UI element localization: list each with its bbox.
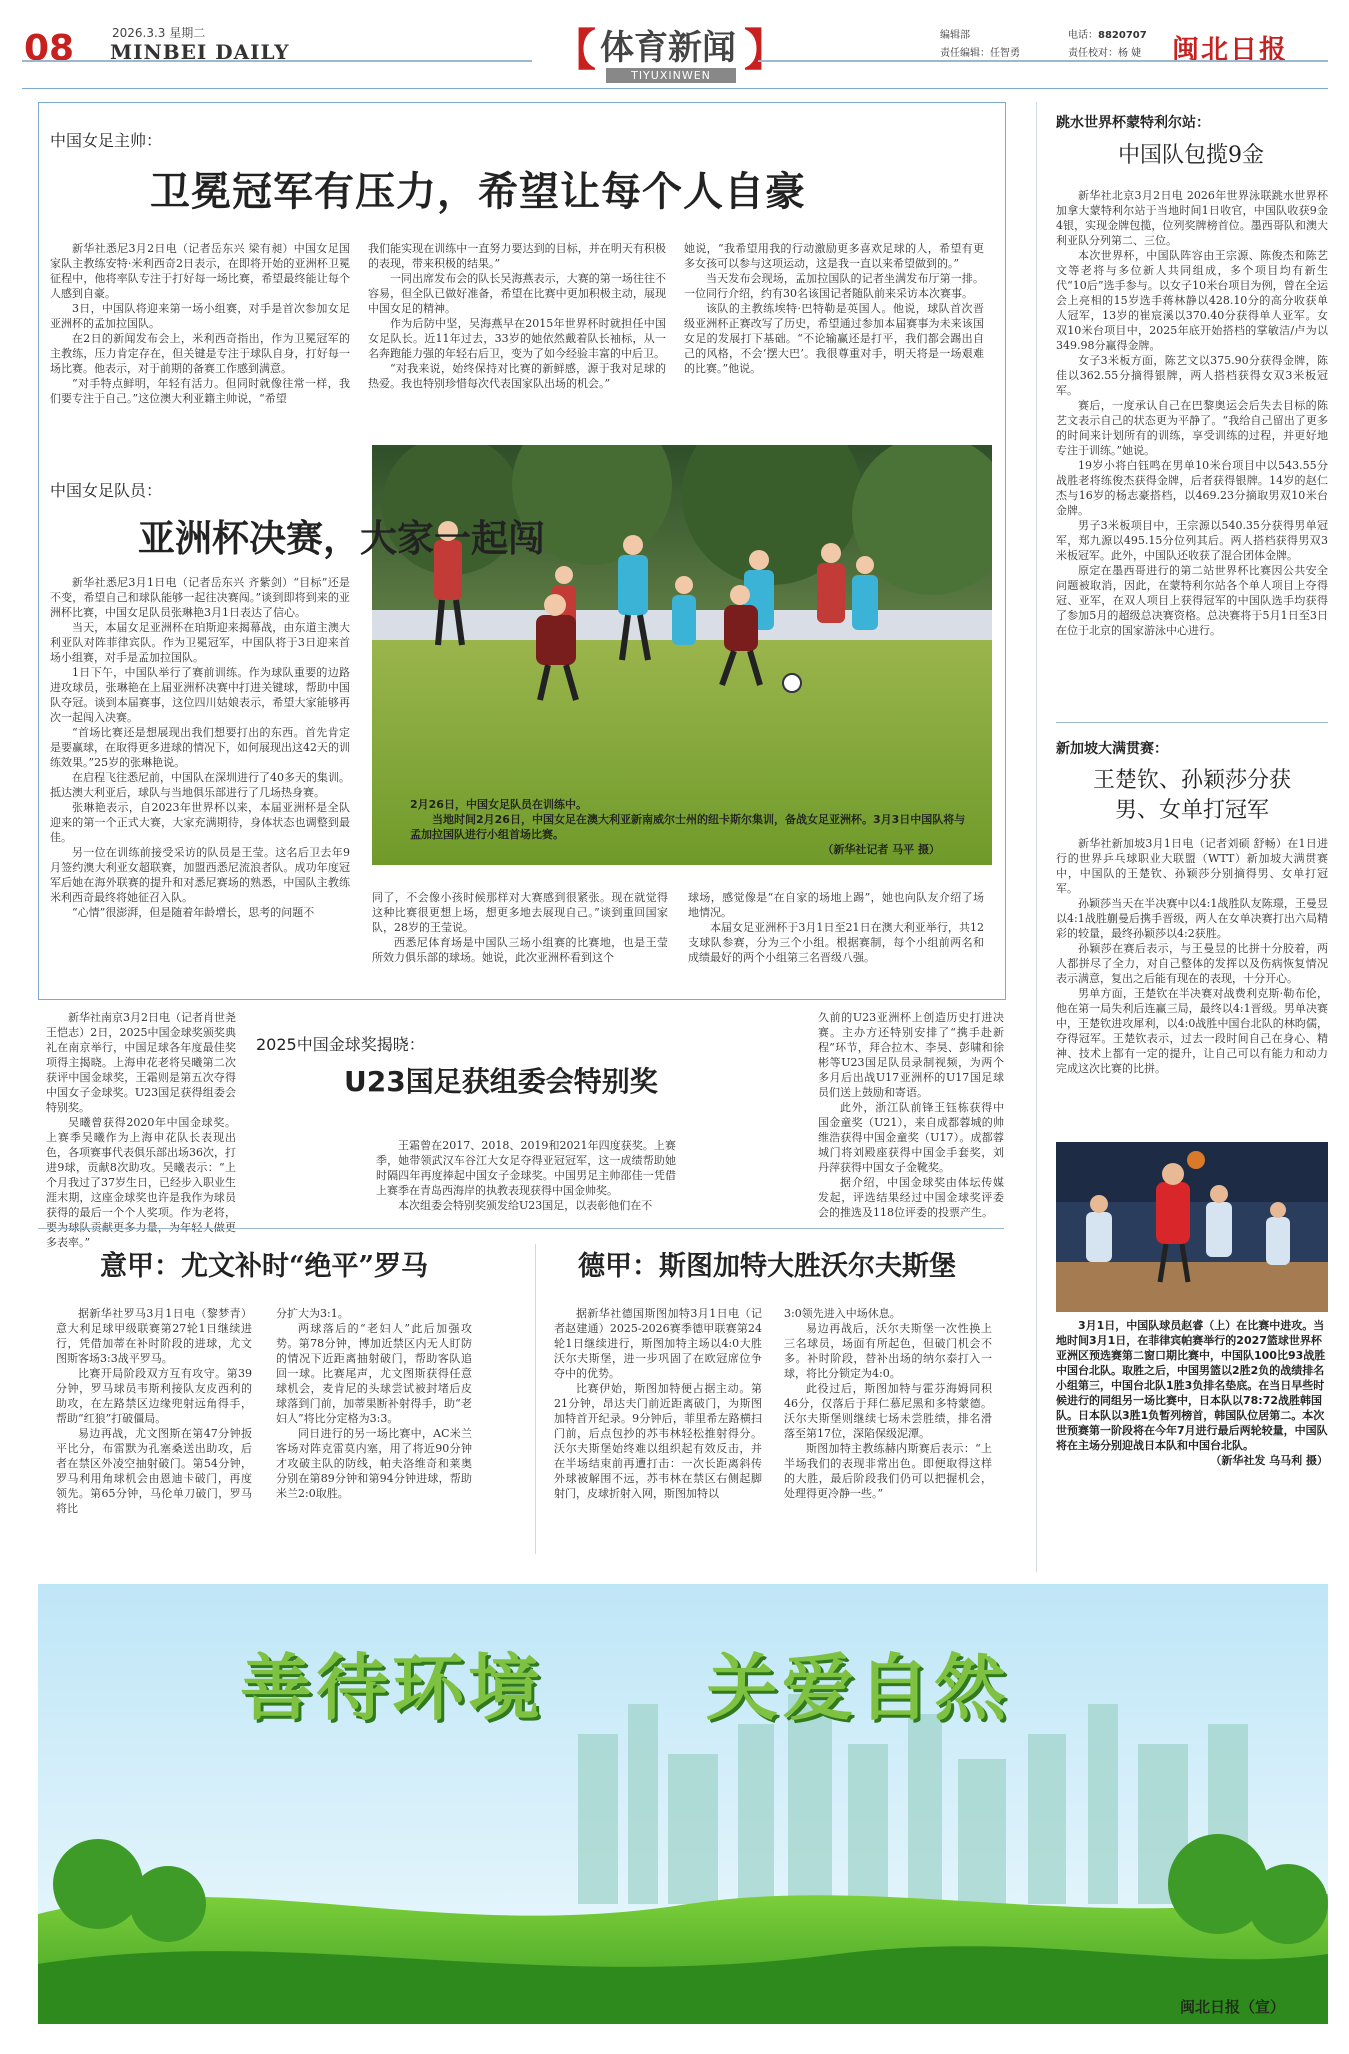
header-divider	[22, 88, 1328, 89]
right-divider	[1056, 722, 1328, 723]
article2-col2: 同了，不会像小孩时候那样对大赛感到很紧张。现在就觉得这种比赛很更想上场，想更多地去展现自己。”谈到重回国家队，28岁的王莹说。 西悉尼体育场是中国队三场小组赛的比赛地，也是王莹所效力俱乐部的球场。她说，此次亚洲杯看到这个	[372, 891, 668, 964]
right-column-divider	[1036, 102, 1037, 1572]
article3-col3: 久前的U23亚洲杯上创造历史打进决赛。主办方还特别安排了“携手赴新程”环节，拜合拉木、李昊、彭啸和徐彬等U23国足队员录制视频，为两个多月后出战U17亚洲杯的U17国足球员们送上鼓励和寄语。 此外，浙江队前锋王钰栋获得中国金童奖（U21），来自成都蓉城的帅维浩获得中国金童奖（U17）。成都蓉城门将刘殿座获得中国金手套奖，刘丹萍获得中国女子金靴奖。 据介绍，中国金球奖由体坛传媒发起，评选结果经过中国金球奖评委会的推选及118位评委的投票产生。	[818, 1011, 1004, 1219]
right1-body: 新华社北京3月2日电 2026年世界泳联跳水世界杯加拿大蒙特利尔站于当地时间1日收官，中国队收获9金4银，实现金牌包揽，位列奖牌榜首位。墨西哥队和澳大利亚队分列第二、三位。 本次世界杯，中国队阵容由王宗源、陈俊杰和陈艺文等老将与多位新人共同组成，多个项目均有新生代“10后”选手参与。以女子10米台项目为例，曾在全运会上亮相的15岁选手蒋林静以428.10分的高分收获单人冠军，13岁的崔宸溪以370.40分获得单人亚军。女双10米台项目中，2025年底开始搭档的掌敏洁/卢为以349.98分赢得金牌。 女子3米板方面，陈艺文以375.90分获得金牌，陈佳以362.55分摘得银牌，两人搭档获得女双3米板冠军。 赛后，一度承认自己在巴黎奥运会后失去目标的陈艺文表示自己的状态更为平静了。“我给自己留出了更多的时间来计划所有的训练，享受训练的过程，并更好地专注于训练。”她说。 19岁小将白钰鸣在男单10米台项目中以543.55分战胜老将练俊杰获得金牌，后者获得银牌。14岁的赵仁杰与16岁的杨志豪搭档，以469.23分摘取男双10米台金牌。 男子3米板项目中，王宗源以540.35分获得男单冠军，郑九源以495.15分位列其后。两人搭档获得男双3米板冠军。此外，中国队还收获了混合团体金牌。 原定在墨西哥进行的第二站世界杯比赛因公共安全问题被取消，因此，在蒙特利尔站各个单人项目上夺得冠、亚军，在双人项目上获得冠军的中国队选手均获得了参加5月的超级总决赛资格。总决赛将于5月1日至3日在位于北京的国家游泳中心进行。	[1056, 189, 1328, 637]
proofreader: 责任校对：杨 婕	[1068, 48, 1142, 59]
right1-kicker: 跳水世界杯蒙特利尔站：	[1056, 115, 1210, 131]
editor-in-charge: 责任编辑：任智勇	[940, 48, 1020, 59]
article2-col3: 球场，感觉像是“在自家的场地上踢”，她也向队友介绍了场地情况。 本届女足亚洲杯于3月1日至21日在澳大利亚举行，共12支球队参赛，分为三个小组。根据赛制，每个小组前两名和成绩最好的两个小组第三名晋级八强。	[688, 891, 984, 964]
basketball-photo-caption: 3月1日，中国队球员赵睿（上）在比赛中进攻。当地时间3月1日，在菲律宾帕赛举行的2027篮球世界杯亚洲区预选赛第二窗口期比赛中，中国队100比93战胜中国台北队。取胜之后，中国男篮以2胜2负的战绩排名小组第三，中国台北队1胜3负排名垫底。在当日早些时候进行的同组另一场比赛中，日本队以78:72战胜韩国队。日本队以3胜1负暂列榜首，韩国队位居第二。本次世预赛第一阶段将在今年7月进行最后两轮较量，中国队将在主场分别迎战日本队和中国台北队。 （新华社发 乌马利 摄）	[1056, 1319, 1328, 1467]
banner-slogan-1: 善待环境	[240, 1645, 545, 1730]
banner-credit: 闽北日报（宣）	[1180, 1998, 1286, 2016]
left-bracket-icon: 【	[552, 25, 596, 76]
article4-title: 意甲：尤文补时“绝平”罗马	[100, 1251, 429, 1282]
article1-kicker: 中国女足主帅：	[50, 131, 163, 150]
article3-title: U23国足获组委会特别奖	[344, 1065, 658, 1098]
article2-kicker: 中国女足队员：	[50, 481, 163, 500]
article4-col1: 据新华社罗马3月1日电（黎梦青）意大利足球甲级联赛第27轮1日继续进行，凭借加蒂在补时阶段的进球，尤文图斯客场3:3战平罗马。 比赛开局阶段双方互有攻守。第39分钟，罗马球员韦斯利接队友皮西利的助攻，在左路禁区边缘兜射远角得手，帮助“红狼”打破僵局。 易边再战，尤文图斯在第47分钟扳平比分，布雷默为孔塞桑送出助攻，后者在禁区外凌空抽射破门。第54分钟，罗马利用角球机会由恩迪卡破门，再度领先。第65分钟，马伦单刀破门，罗马将比	[56, 1307, 252, 1515]
environment-banner	[38, 1584, 1328, 2024]
right2-title: 王楚钦、孙颖莎分获 男、女单打冠军	[1092, 768, 1291, 823]
article5-col2: 3:0领先进入中场休息。 易边再战后，沃尔夫斯堡一次性换上三名球员，场面有所起色，但破门机会不多。补时阶段，替补出场的纳尔泰打入一球，将比分锁定为4:0。 此役过后，斯图加特与霍芬海姆同积46分，仅落后于拜仁慕尼黑和多特蒙德。沃尔夫斯堡则继续七场未尝胜绩，排名滑落至第17位，深陷保级泥潭。 斯图加特主教练赫内斯赛后表示：“上半场我们的表现非常出色。即便取得这样的大胜，最后阶段我们仍可以把握机会，处理得更冷静一些。”	[784, 1307, 992, 1500]
basketball-photo	[1056, 1142, 1328, 1312]
article1-col3: 她说，“我希望用我的行动激励更多喜欢足球的人，希望有更多女孩可以参与这项运动，这是我一直以来希望做到的。” 当天发布会现场，孟加拉国队的记者坐满发布厅第一排。一位同行介绍，约有30名该国记者随队前来采访本次赛事。 该队的主教练埃特·巴特勒是英国人。他说，球队首次晋级亚洲杯正赛改写了历史，希望通过参加本届赛事为未来该国女足的发展打下基础。“不论输赢还是打平，我们都会踢出自己的风格，不会‘摆大巴’。我很尊重对手，明天将是一场艰难的比赛。”他说。	[684, 242, 984, 375]
article1-col2: 我们能实现在训练中一直努力要达到的目标，并在明天有积极的表现，带来积极的结果。” 一同出席发布会的队长吴海燕表示，大赛的第一场往往不容易，但全队已做好准备，希望在比赛中更加积极主动，展现中国女足的精神。 作为后防中坚，吴海燕早在2015年世界杯时就担任中国女足队长。近11年过去，33岁的她依然戴着队长袖标，从一名奔跑能力强的年轻右后卫，变为了如今经验丰富的中后卫。 “对我来说，始终保持对比赛的新鲜感，源于我对足球的热爱。我也特别珍惜每次代表国家队出场的机会。”	[368, 242, 666, 390]
page-number: 08	[24, 28, 75, 69]
training-photo-caption: 2月26日，中国女足队员在训练中。 当地时间2月26日，中国女足在澳大利亚新南威尔士州的纽卡斯尔集训，备战女足亚洲杯。3月3日中国队将与孟加拉国队进行小组首场比赛。 （新华社记者 马平 摄）	[410, 798, 966, 856]
article1-col1: 新华社悉尼3月2日电（记者岳东兴 梁有昶）中国女足国家队主教练安特·米利西奇2日表示，在即将开始的亚洲杯卫冕征程中，他将率队专注于打好每一场比赛，希望最终能让每个人感到自豪。 3日，中国队将迎来第一场小组赛，对手是首次参加女足亚洲杯的孟加拉国队。 在2日的新闻发布会上，米利西奇指出，作为卫冕冠军的主教练，压力肯定存在，但关键是专注于球队自身，打好每一场比赛。他表示，对于前期的备赛工作感到满意。 “对手特点鲜明，年轻有活力。但同时就像往常一样，我们要专注于自己。”这位澳大利亚籍主帅说，“希望	[50, 242, 350, 405]
article2-col1: 新华社悉尼3月1日电（记者岳东兴 齐紫剑）“目标”还是不变，希望自己和球队能够一起往决赛闯。”谈到即将到来的亚洲杯比赛，中国女足队员张琳艳3月1日表达了信心。 当天，本届女足亚洲杯在珀斯迎来揭幕战，由东道主澳大利亚队对阵菲律宾队。作为卫冕冠军，中国队将于3日迎来首场小组赛，对手是孟加拉国队。 1日下午，中国队举行了赛前训练。作为球队重要的边路进攻球员，张琳艳在上届亚洲杯决赛中打进关键球，帮助中国队夺冠。谈到本届赛事，这位四川姑娘表示，希望大家能够再次一起闯入决赛。 “首场比赛还是想展现出我们想要打出的东西。首先肯定是要赢球，在取得更多进球的情况下，如何展现出这42天的训练效果。”25岁的张琳艳说。 在启程飞往悉尼前，中国队在深圳进行了40多天的集训。抵达澳大利亚后，球队与当地俱乐部进行了几场热身赛。 张琳艳表示，自2023年世界杯以来，本届亚洲杯是全队迎来的第一个正式大赛，大家充满期待，身体状态也调整到最佳。 另一位在训练前接受采访的队员是王莹。这名后卫去年9月签约澳大利亚女超联赛，加盟西悉尼流浪者队。成功年度冠军后她在海外联赛的提升和对悉尼赛场的熟悉，中国队主教练米利西奇最终将她征召入队。 “心情”很澎湃，但是随着年龄增长，思考的问题不	[50, 576, 350, 919]
column-divider	[535, 1244, 536, 1554]
divider-serie-a	[38, 1228, 1004, 1229]
right2-body: 新华社新加坡3月1日电（记者刘硕 舒畅）在1日进行的世界乒乓球职业大联盟（WTT）新加坡大满贯赛中，中国队的王楚钦、孙颖莎分别摘得男、女单打冠军。 孙颖莎当天在半决赛中以4:1战胜队友陈璟，王曼昱以4:1战胜蒯曼后携手晋级，两人在女单决赛打出六局精彩的较量，最终孙颖莎以4:2获胜。 孙颖莎在赛后表示，与王曼昱的比拼十分胶着，两人都拼尽了全力，对自己整体的发挥以及伤病恢复情况表示满意，复出之后能有现在的表现，十分开心。 男单方面，王楚钦在半决赛对战费利克斯·勒布伦，他在第一局失利后连赢三局，最终以4:1晋级。男单决赛中，王楚钦进攻犀利，以4:0战胜中国台北队的林昀儒，夺得冠军。王楚钦表示，过去一段时间自己在身心、精神、技术上都有一定的提升，让自己可以有能力和动力完成这次比赛的比拼。	[1056, 837, 1328, 1075]
paper-name-en: MINBEI DAILY	[110, 40, 290, 64]
article2-title: 亚洲杯决赛，大家一起闯	[138, 516, 545, 560]
phone-label: 电话：8820707	[1068, 30, 1147, 41]
header-rule-left	[22, 60, 532, 62]
masthead-logo: 闽北日报	[1172, 35, 1288, 66]
article3-col2: 王霜曾在2017、2018、2019和2021年四度获奖。上赛季，她带领武汉车谷江大女足夺得亚冠冠军，这一成绩帮助她时隔四年再度捧起中国女子金球奖。中国男足主帅邵佳一凭借上赛季在青岛西海岸的执教表现获得中国金帅奖。 本次组委会特别奖颁发给U23国足，以表彰他们在不	[376, 1139, 676, 1212]
phone-number: 8820707	[1098, 30, 1147, 41]
article4-col2: 分扩大为3:1。 两球落后的“老妇人”此后加强攻势。第78分钟，博加近禁区内无人盯防的情况下近距离抽射破门，帮助客队追回一球。比赛尾声，尤文图斯获得任意球机会，麦肯尼的头球尝试被封堵后皮球落到门前，加蒂果断补射得手，助“老妇人”将比分定格为3:3。 同日进行的另一场比赛中，AC米兰客场对阵克雷莫内塞，用了将近90分钟才攻破主队的防线，帕夫洛维奇和莱奥分别在第89分钟和第94分钟进球，帮助米兰2:0取胜。	[276, 1307, 472, 1500]
editor-label: 编辑部	[940, 30, 970, 41]
right2-kicker: 新加坡大满贯赛：	[1056, 741, 1168, 757]
banner-slogan-2: 关爱自然	[706, 1645, 1011, 1730]
section-title: 体育新闻	[600, 28, 736, 68]
article5-title: 德甲：斯图加特大胜沃尔夫斯堡	[578, 1251, 956, 1282]
right-bracket-icon: 】	[744, 25, 788, 76]
article1-title: 卫冕冠军有压力，希望让每个人自豪	[150, 168, 806, 215]
issue-date: 2026.3.3 星期二	[112, 26, 206, 40]
section-pinyin: TIYUXINWEN	[606, 68, 736, 83]
article3-kicker: 2025中国金球奖揭晓：	[256, 1035, 425, 1054]
article5-col1: 据新华社德国斯图加特3月1日电（记者赵建通）2025-2026赛季德甲联赛第24轮1日继续进行，斯图加特主场以4:0大胜沃尔夫斯堡，进一步巩固了在欧冠席位争夺中的优势。 比赛伊始，斯图加特便占据主动。第21分钟，昂达夫门前近距离破门，为斯图加特首开纪录。9分钟后，菲里希左路横扫门前，后点包抄的苏韦林轻松推射得分。沃尔夫斯堡始终难以组织起有效反击，并在半场结束前再遭打击：一次长距离斜传外球被解围不远，苏韦林在禁区右侧起脚射门，皮球折射入网，斯图加特以	[554, 1307, 762, 1500]
right1-title: 中国队包揽9金	[1118, 143, 1264, 168]
header-rule-right	[758, 60, 1328, 62]
article3-col1: 新华社南京3月2日电（记者肖世尧 王恺志）2日，2025中国金球奖颁奖典礼在南京举行，中国足球各年度最佳奖项得主揭晓。上海申花老将吴曦第二次获评中国金球奖，王霜则是第五次夺得中国女子金球奖。U23国足获得组委会特别奖。 吴曦曾获得2020年中国金球奖。上赛季吴曦作为上海申花队长表现出色，各项赛事代表俱乐部出场36次，打进9球，贡献8次助攻。吴曦表示：“上个月我过了37岁生日，已经步入职业生涯末期，这座金球奖也许是我作为球员获得的最后一个个人奖项。作为老将，要为球队贡献更多力量，为年轻人做更多表率。”	[46, 1011, 236, 1249]
